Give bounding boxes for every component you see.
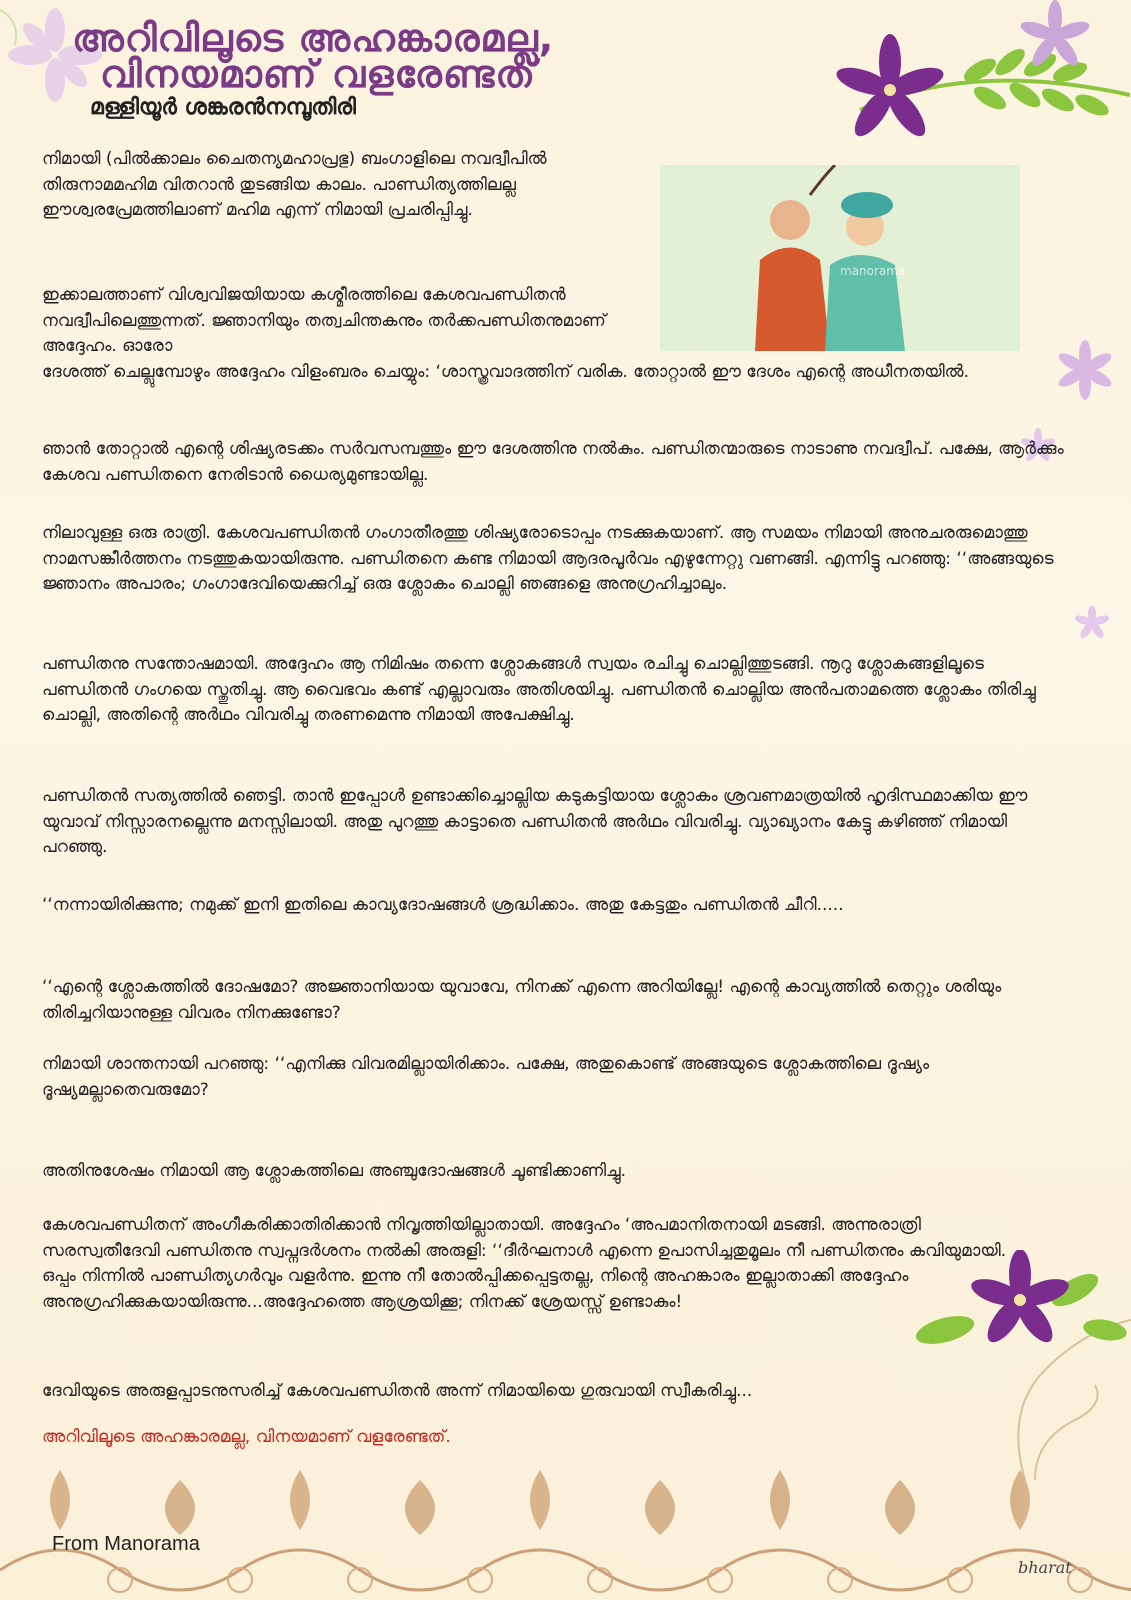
paragraph-9: നിമായി ശാന്തനായി പറഞ്ഞു: ‘‘എനിക്കു വിവരമില്ലായിരിക്കാം. പക്ഷേ, അതുകൊണ്ട് അങ്ങയുടെ ശ്ലോകത്തിലെ ദൂഷ്യം ദൂഷ്യമല്ലാതെവരുമോ? [42, 1054, 930, 1100]
paragraph-3: ഞാൻ തോറ്റാൽ എന്റെ ശിഷ്യരടക്കം സർവസമ്പത്തും ഈ ദേശത്തിനു നൽകും. പണ്ഡിതന്മാരുടെ നാടാണു നവദ്വീപ്. പക്ഷേ, ആർക്കും കേശവ പണ്ഡിതനെ നേരിടാൻ ധൈര്യമുണ്ടായില്ല. [42, 439, 1064, 485]
paragraph-8: ‘‘എന്റെ ശ്ലോകത്തിൽ ദോഷമോ? അജ്ഞാനിയായ യുവാവേ, നിനക്ക് എന്നെ അറിയില്ലേ! എന്റെ കാവ്യത്തിൽ തെറ്റും ശരിയും തിരിച്ചറിയാനുള്ള വിവരം നിനക്കുണ്ടോ? [42, 977, 1002, 1023]
paragraph-1: നിമായി (പിൽക്കാലം ചൈതന്യമഹാപ്രഭു) ബംഗാളിലെ നവദ്വീപിൽ തിരുനാമമഹിമ വിതറാൻ തുടങ്ങിയ കാലം. പാണ്ഡിത്യത്തിലല്ല ഈശ്വരപ്രേമത്തിലാണ് മഹിമ എന്ന് നിമായി പ്രചരിപ്പിച്ചു. [42, 149, 547, 220]
illustration-watermark: manorama [840, 264, 906, 278]
title-line-2: വിനയമാണ് വളരേണ്ടത് [100, 52, 536, 96]
paragraph-6: പണ്ഡിതൻ സത്യത്തിൽ ഞെട്ടി. താൻ ഇപ്പോൾ ഉണ്ടാക്കിച്ചൊല്ലിയ കടുകട്ടിയായ ശ്ലോകം ശ്രവണമാത്രയിൽ ഹൃദിസ്ഥമാക്കിയ ഈ യുവാവ് നിസ്സാരനല്ലെന്നു മനസ്സിലായി. അതു പുറത്തു കാട്ടാതെ പണ്ഡിതൻ അർഥം വിവരിച്ചു. വ്യാഖ്യാനം കേട്ടു കഴിഞ്ഞ് നിമായി പറഞ്ഞു. [42, 786, 1028, 857]
article-title [72, 16, 672, 96]
paragraph-5: പണ്ഡിതനു സന്തോഷമായി. അദ്ദേഹം ആ നിമിഷം തന്നെ ശ്ലോകങ്ങൾ സ്വയം രചിച്ചു ചൊല്ലിത്തുടങ്ങി. നൂറു ശ്ലോകങ്ങളിലൂടെ പണ്ഡിതൻ ഗംഗയെ സ്തുതിച്ചു. ആ വൈഭവം കണ്ട് എല്ലാവരും അതിശയിച്ചു. പണ്ഡിതൻ ചൊല്ലിയ അൻപതാമത്തെ ശ്ലോകം തിരിച്ചു ചൊല്ലി, അതിന്റെ അർഥം വിവരിച്ചു തരണമെന്നു നിമായി അപേക്ഷിച്ചു. [42, 654, 1036, 725]
story-illustration [660, 165, 1020, 351]
paragraph-7: ‘‘നന്നായിരിക്കുന്നു; നമുക്ക് ഇനി ഇതിലെ കാവ്യദോഷങ്ങൾ ശ്രദ്ധിക്കാം. അതു കേട്ടതും പണ്ഡിതൻ ചീറി..... [42, 895, 844, 915]
source-credit: From Manorama [52, 1533, 200, 1555]
paragraph-10: അതിനുശേഷം നിമായി ആ ശ്ലോകത്തിലെ അഞ്ചുദോഷങ്ങൾ ചൂണ്ടിക്കാണിച്ചു. [42, 1161, 627, 1181]
ornamental-border-bottom [0, 1440, 1131, 1600]
author-name: മള്ളിയൂർ ശങ്കരൻനമ്പൂതിരി [90, 95, 356, 120]
illustration-figures [660, 165, 1020, 351]
artist-signature: bharat [1018, 1558, 1072, 1577]
paragraph-2: ഇക്കാലത്താണ് വിശ്വവിജയിയായ കശ്മീരത്തിലെ കേശവപണ്ഡിതൻ നവദ്വീപിലെത്തുന്നത്. ജ്ഞാനിയും തത്വചിന്തകനും തർക്കപണ്ഡിതനുമാണ് അദ്ദേഹം. ഓരോ [42, 285, 606, 356]
paragraph-4: നിലാവുള്ള ഒരു രാത്രി. കേശവപണ്ഡിതൻ ഗംഗാതീരത്തു ശിഷ്യരോടൊപ്പം നടക്കുകയാണ്. ആ സമയം നിമായി അനുചരരുമൊത്തു നാമസങ്കീർത്തനം നടത്തുകയായിരുന്നു. പണ്ഡിതനെ കണ്ട നിമായി ആദരപൂർവം എഴുന്നേറ്റു വണങ്ങി. എന്നിട്ടു പറഞ്ഞു: ‘‘അങ്ങയുടെ ജ്ഞാനം അപാരം; ഗംഗാദേവിയെക്കുറിച്ച് ഒരു ശ്ലോകം ചൊല്ലി ഞങ്ങളെ അനുഗ്രഹിച്ചാലും. [42, 523, 1054, 594]
paragraph-12: ദേവിയുടെ അരുളപ്പാടനുസരിച്ച് കേശവപണ്ഡിതൻ അന്ന് നിമായിയെ ഗുരുവായി സ്വീകരിച്ചു... [42, 1381, 753, 1401]
paragraph-2-continued: ദേശത്ത് ചെല്ലുമ്പോഴും അദ്ദേഹം വിളംബരം ചെയ്യും: ‘ശാസ്ത്രവാദത്തിന് വരിക. തോറ്റാൽ ഈ ദേശം എന്റെ അധീനതയിൽ. [42, 362, 970, 382]
moral-line: അറിവിലൂടെ അഹങ്കാരമല്ല, വിനയമാണ് വളരേണ്ടത്. [42, 1427, 451, 1447]
flower-small-right-3 [1075, 606, 1109, 640]
title-line-1: അറിവിലൂടെ അഹങ്കാരമല്ല, [72, 16, 555, 60]
paragraph-11: കേശവപണ്ഡിതന് അംഗീകരിക്കാതിരിക്കാൻ നിവൃത്തിയില്ലാതായി. അദ്ദേഹം ‘അപമാനിതനായി മടങ്ങി. അന്നുരാത്രി സരസ്വതീദേവി പണ്ഡിതനു സ്വപ്നദർശനം നൽകി അരുളി: ‘‘ദീർഘനാൾ എന്നെ ഉപാസിച്ചതുമൂലം നീ പണ്ഡിതനും കവിയുമായി. ഒപ്പം നിന്നിൽ പാണ്ഡിത്യഗർവും വളർന്നു. ഇന്നു നീ തോൽപ്പിക്കപ്പെട്ടതല്ല, നിന്റെ അഹങ്കാരം ഇല്ലാതാക്കി അദ്ദേഹം അനുഗ്രഹിക്കുകയായിരുന്നു...അദ്ദേഹത്തെ ആശ്രയിക്കൂ; നിനക്ക് ശ്രേയസ്സ് ഉണ്ടാകും! [42, 1215, 1007, 1312]
flower-branch-top-right [830, 0, 1130, 170]
